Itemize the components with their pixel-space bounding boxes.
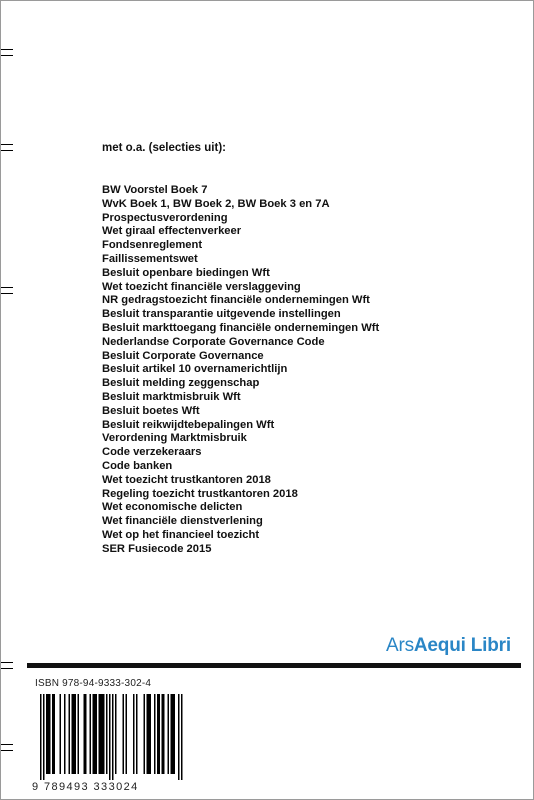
- barcode-bar: [147, 694, 149, 774]
- list-item: Verordening Marktmisbruik: [102, 432, 247, 445]
- barcode-bar: [90, 694, 92, 774]
- list-item: SER Fusiecode 2015: [102, 542, 212, 555]
- barcode-bar: [171, 694, 173, 774]
- bleed-mark: [1, 662, 13, 669]
- barcode-bar: [148, 694, 150, 774]
- barcode-bar: [154, 694, 156, 774]
- barcode-bar: [162, 694, 164, 774]
- barcode-bar: [103, 694, 105, 774]
- barcode-bar: [157, 694, 159, 774]
- list-item: Besluit reikwijdtebepalingen Wft: [102, 418, 275, 431]
- barcode-bar: [99, 694, 101, 774]
- barcode-bar: [78, 694, 80, 774]
- barcode-bar: [115, 694, 117, 774]
- barcode-bar: [40, 694, 42, 780]
- barcode-bar: [69, 694, 71, 774]
- barcode-bar: [72, 694, 74, 774]
- list-item: NR gedragstoezicht financiële ondernemingen Wft: [102, 294, 370, 307]
- barcode-bar: [109, 694, 111, 780]
- barcode: [32, 694, 188, 780]
- logo-part-aequi-libri: Aequi Libri: [413, 635, 511, 656]
- barcode-bar: [181, 694, 183, 780]
- barcode-bar: [106, 694, 108, 774]
- barcode-bar: [159, 694, 161, 774]
- list-item: Besluit boetes Wft: [102, 404, 200, 417]
- barcode-bar: [94, 694, 96, 774]
- barcode-bar: [112, 694, 114, 780]
- list-item: Wet toezicht financiële verslaggeving: [102, 280, 301, 293]
- barcode-bar: [54, 694, 56, 774]
- barcode-bar: [150, 694, 152, 774]
- bleed-mark: [1, 49, 13, 56]
- isbn-label: ISBN 978-94-9333-302-4: [35, 678, 152, 689]
- list-item: Wet op het financieel toezicht: [102, 528, 260, 541]
- barcode-bar: [52, 694, 54, 774]
- list-item: Wet toezicht trustkantoren 2018: [102, 473, 271, 486]
- barcode-bar: [178, 694, 180, 780]
- list-item: Nederlandse Corporate Governance Code: [102, 335, 325, 348]
- contents-list: [102, 184, 379, 557]
- publisher-logo: [386, 635, 511, 657]
- list-item: Besluit melding zeggenschap: [102, 377, 260, 390]
- list-item: Code verzekeraars: [102, 446, 202, 459]
- bleed-mark: [1, 287, 13, 294]
- barcode-bar: [46, 694, 48, 774]
- list-item: Besluit Corporate Governance: [102, 349, 264, 362]
- list-item: Regeling toezicht trustkantoren 2018: [102, 487, 298, 500]
- barcode-bar: [102, 694, 104, 774]
- barcode-bar: [100, 694, 102, 774]
- bleed-mark: [1, 744, 13, 751]
- list-item: WvK Boek 1, BW Boek 2, BW Boek 3 en 7A: [102, 197, 330, 210]
- barcode-bar: [43, 694, 45, 780]
- barcode-bar: [85, 694, 87, 774]
- list-item: Besluit transparantie uitgevende instellingen: [102, 308, 341, 321]
- list-item: Faillissementswet: [102, 252, 198, 265]
- barcode-bar: [49, 694, 51, 774]
- bleed-mark: [1, 144, 13, 151]
- list-item: Prospectusverordening: [102, 211, 228, 224]
- list-item: Besluit openbare biedingen Wft: [102, 266, 270, 279]
- list-item: Fondsenreglement: [102, 239, 203, 252]
- list-item: Wet giraal effectenverkeer: [102, 225, 242, 238]
- list-item: Wet economische delicten: [102, 501, 243, 514]
- barcode-bar: [126, 694, 128, 774]
- list-item: Besluit artikel 10 overnamerichtlijn: [102, 363, 288, 376]
- barcode-bar: [60, 694, 62, 774]
- barcode-bar: [168, 694, 170, 774]
- list-item: Wet financiële dienstverlening: [102, 515, 263, 528]
- barcode-bar: [96, 694, 98, 774]
- barcode-bar: [93, 694, 95, 774]
- barcode-digits: 9 789493 333024: [32, 781, 139, 793]
- barcode-bar: [84, 694, 86, 774]
- list-item: Besluit marktmisbruik Wft: [102, 390, 241, 403]
- barcode-bar: [144, 694, 146, 774]
- barcode-bar: [172, 694, 174, 774]
- barcode-bar: [75, 694, 77, 774]
- barcode-bar: [64, 694, 66, 774]
- barcode-bar: [174, 694, 176, 774]
- list-item: Code banken: [102, 459, 173, 472]
- barcode-bar: [163, 694, 165, 774]
- logo-part-ars: Ars: [386, 635, 414, 656]
- barcode-bar: [133, 694, 135, 774]
- barcode-bar: [136, 694, 138, 774]
- list-item: BW Voorstel Boek 7: [102, 184, 208, 196]
- intro-text: met o.a. (selecties uit):: [102, 142, 226, 154]
- barcode-bar: [123, 694, 125, 774]
- divider-rule: [27, 663, 521, 668]
- list-item: Besluit markttoegang financiële ondernemingen Wft: [102, 321, 380, 334]
- barcode-bar: [48, 694, 50, 774]
- barcode-bar: [73, 694, 75, 774]
